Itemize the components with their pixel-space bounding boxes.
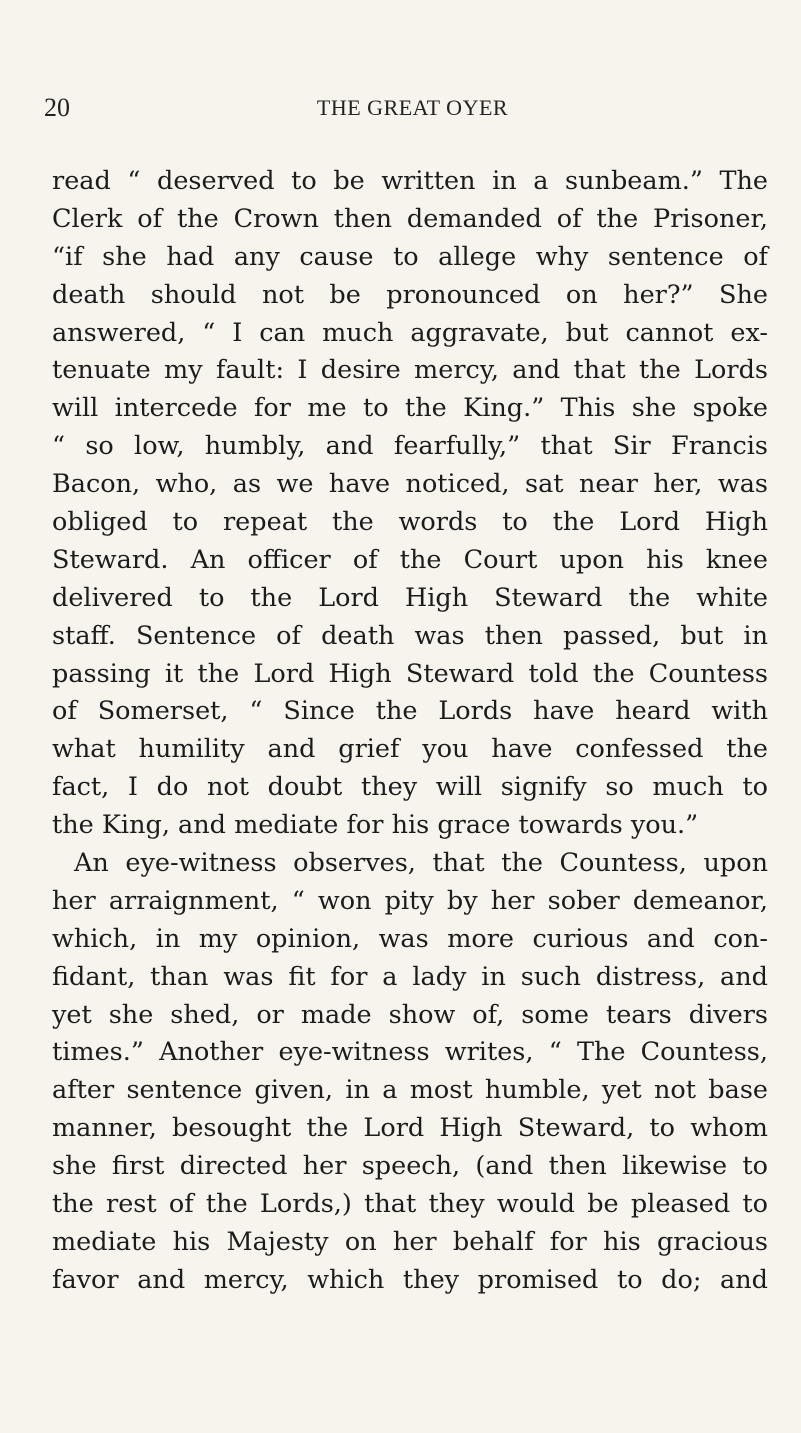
text-line: after sentence given, in a most humble, yet not base <box>52 1075 768 1106</box>
text-line: yet she shed, or made show of, some tears divers <box>52 999 768 1030</box>
text-line: passing it the Lord High Steward told the Countess <box>52 658 768 689</box>
text-line: obliged to repeat the words to the Lord High <box>52 507 768 538</box>
text-line: her arraignment, “ won pity by her sober demeanor, <box>52 885 768 916</box>
body-text <box>52 163 768 1300</box>
text-line: which, in my opinion, was more curious and con- <box>52 923 768 954</box>
text-line: An eye-witness observes, that the Countess, upon <box>74 848 768 879</box>
text-line: the rest of the Lords,) that they would be pleased to <box>52 1189 768 1220</box>
text-line: Clerk of the Crown then demanded of the Prisoner, <box>52 203 768 234</box>
text-line: Steward. An officer of the Court upon his knee <box>52 544 768 575</box>
text-line: Bacon, who, as we have noticed, sat near her, was <box>52 469 768 500</box>
text-line: death should not be pronounced on her?” She <box>52 279 768 310</box>
text-line: favor and mercy, which they promised to do; and <box>52 1264 768 1295</box>
text-line: read “ deserved to be written in a sunbeam.” The <box>52 166 768 196</box>
text-line: answered, “ I can much aggravate, but cannot ex- <box>52 317 768 348</box>
text-line: delivered to the Lord High Steward the white <box>52 582 768 613</box>
text-line: will intercede for me to the King.” This she spoke <box>52 393 768 424</box>
text-line: “ so low, humbly, and fearfully,” that Sir Francis <box>52 431 768 462</box>
text-line: staff. Sentence of death was then passed, but in <box>52 620 768 651</box>
text-line: mediate his Majesty on her behalf for his gracious <box>52 1226 768 1257</box>
text-line: she first directed her speech, (and then likewise to <box>52 1151 768 1182</box>
page-number: 20 <box>44 93 70 122</box>
running-title: THE GREAT OYER <box>316 95 509 120</box>
text-line: manner, besought the Lord High Steward, to whom <box>52 1113 768 1144</box>
text-line: the King, and mediate for his grace towards you.” <box>52 810 699 841</box>
running-head <box>44 88 761 128</box>
text-line: times.” Another eye-witness writes, “ The Countess, <box>52 1037 768 1068</box>
text-line: tenuate my fault: I desire mercy, and that the Lords <box>52 355 768 386</box>
text-line: what humility and grief you have confessed the <box>52 734 768 765</box>
text-line: fact, I do not doubt they will signify so much to <box>52 772 768 803</box>
text-line: of Somerset, “ Since the Lords have heard with <box>52 696 768 727</box>
text-line: fidant, than was fit for a lady in such distress, and <box>52 961 768 992</box>
text-line: “if she had any cause to allege why sentence of <box>52 241 768 272</box>
